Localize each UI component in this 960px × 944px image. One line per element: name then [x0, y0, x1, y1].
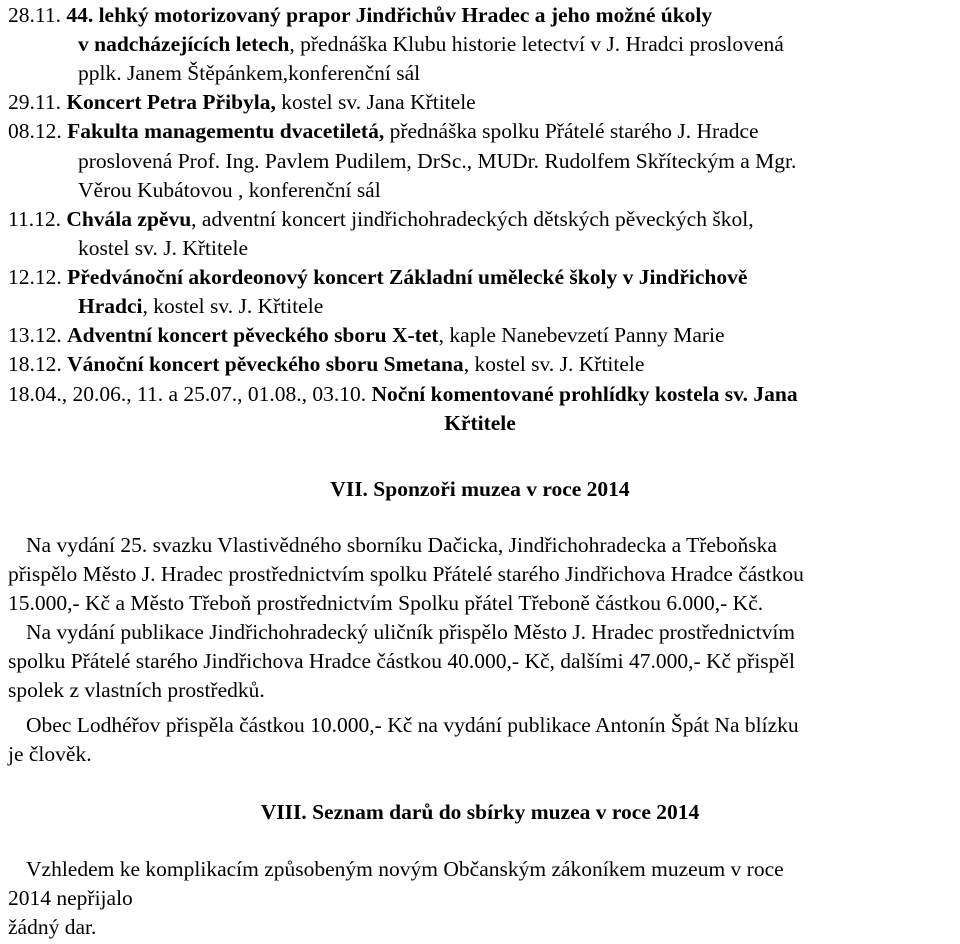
- paragraph-line: je člověk.: [8, 742, 92, 766]
- event-title: v nadcházejících letech: [78, 32, 290, 56]
- event-detail: , kostel sv. J. Křtitele: [463, 352, 645, 376]
- event-detail: , kaple Nanebevzetí Panny Marie: [438, 323, 725, 347]
- event-detail: kostel sv. Jana Křtitele: [275, 90, 476, 114]
- event-title-continuation: Křtitele: [444, 411, 516, 435]
- event-title: Noční komentované prohlídky kostela sv. Jana: [371, 382, 798, 406]
- event-date: 13.12.: [8, 323, 68, 347]
- event-line: [8, 2, 712, 28]
- event-line: [8, 351, 644, 377]
- event-line: [78, 60, 420, 86]
- event-date: 08.12.: [8, 119, 68, 143]
- event-date: 18.12.: [8, 352, 68, 376]
- paragraph-line: přispělo Město J. Hradec prostřednictvím spolku Přátelé starého Jindřichova Hradce částkou: [8, 562, 804, 586]
- event-detail: Věrou Kubátovou , konferenční sál: [78, 178, 381, 202]
- paragraph-line: 2014 nepřijalo: [8, 886, 133, 910]
- event-line: [8, 118, 759, 144]
- event-date: 11.12.: [8, 207, 67, 231]
- event-title: Koncert Petra Přibyla,: [66, 90, 276, 114]
- paragraph-line: spolek z vlastních prostředků.: [8, 678, 265, 702]
- paragraph-line: Vzhledem ke komplikacím způsobeným novým Občanským zákoníkem muzeum v roce: [26, 857, 784, 881]
- event-line: [78, 177, 381, 203]
- paragraph-line: žádný dar.: [8, 915, 97, 939]
- event-date: 12.12.: [8, 265, 68, 289]
- event-detail: přednáška spolku Přátelé starého J. Hradce: [384, 119, 759, 143]
- paragraph-line: 15.000,- Kč a Město Třeboň prostřednictvím Spolku přátel Třeboně částkou 6.000,- Kč.: [8, 591, 764, 615]
- paragraph-line: Na vydání publikace Jindřichohradecký uličník přispělo Město J. Hradec prostřednictvím: [26, 620, 796, 644]
- event-title: Předvánoční akordeonový koncert Základní umělecké školy v Jindřichově: [67, 265, 748, 289]
- event-detail: pplk. Janem Štěpánkem,konferenční sál: [78, 61, 421, 85]
- event-detail: , kostel sv. J. Křtitele: [142, 294, 324, 318]
- event-line: [8, 89, 476, 115]
- event-line: [78, 148, 796, 174]
- event-line: [8, 264, 747, 290]
- event-detail: , adventní koncert jindřichohradeckých dětských pěveckých škol,: [191, 207, 754, 231]
- event-title: Hradci: [78, 294, 143, 318]
- event-date: 18.04., 20.06., 11. a 25.07., 01.08., 03.10.: [8, 382, 372, 406]
- event-line: [78, 31, 784, 57]
- paragraph-line: spolku Přátelé starého Jindřichova Hradce částkou 40.000,- Kč, dalšími 47.000,- Kč přispěl: [8, 649, 795, 673]
- event-date: 28.11.: [8, 3, 67, 27]
- event-title: Fakulta managementu dvacetiletá,: [67, 119, 385, 143]
- event-title: Chvála zpěvu: [66, 207, 192, 231]
- event-line: [78, 293, 323, 319]
- event-line: [8, 322, 725, 348]
- event-detail: proslovená Prof. Ing. Pavlem Pudilem, DrSc., MUDr. Rudolfem Skříteckým a Mgr.: [78, 149, 797, 173]
- event-line: [8, 206, 754, 232]
- paragraph-line: Na vydání 25. svazku Vlastivědného sborníku Dačicka, Jindřichohradecka a Třeboňska: [26, 533, 777, 557]
- section-heading: VII. Sponzoři muzea v roce 2014: [330, 477, 630, 501]
- event-title: Adventní koncert pěveckého sboru X-tet: [67, 323, 439, 347]
- event-line: [78, 235, 248, 261]
- event-date: 29.11.: [8, 90, 67, 114]
- event-detail: , přednáška Klubu historie letectví v J. Hradci proslovená: [289, 32, 784, 56]
- event-line: [8, 381, 798, 407]
- paragraph-line: Obec Lodhéřov přispěla částkou 10.000,- Kč na vydání publikace Antonín Špát Na blízku: [26, 713, 799, 737]
- event-title: Vánoční koncert pěveckého sboru Smetana: [67, 352, 464, 376]
- event-title: 44. lehký motorizovaný prapor Jindřichův Hradec a jeho možné úkoly: [66, 3, 713, 27]
- event-detail: kostel sv. J. Křtitele: [78, 236, 248, 260]
- section-heading: VIII. Seznam darů do sbírky muzea v roce 2014: [260, 800, 700, 824]
